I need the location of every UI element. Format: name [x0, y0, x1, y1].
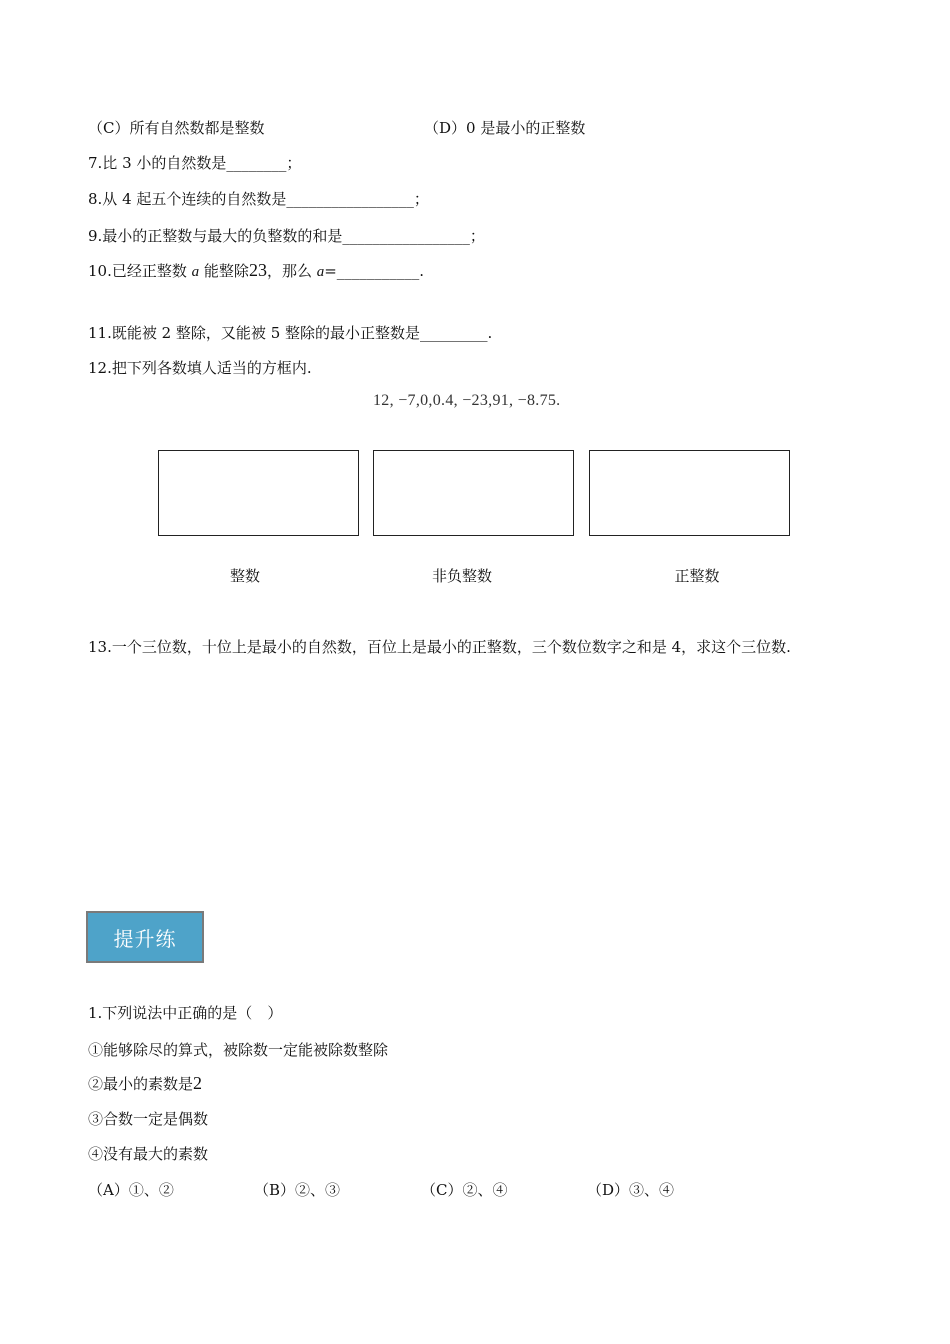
- option-c: （C）②、④: [421, 1181, 508, 1199]
- section-banner: 提升练: [86, 911, 204, 963]
- question-13: 13.一个三位数，十位上是最小的自然数，百位上是最小的正整数，三个数位数字之和是 4，求这个三位数.: [88, 638, 791, 656]
- question-7: 7.比 3 小的自然数是________；: [88, 154, 302, 172]
- practice-1-stem: 1.下列说法中正确的是（ ）: [88, 1004, 283, 1022]
- q12-number-list: 12, −7,0,0.4, −23,91, −8.75.: [373, 392, 561, 409]
- question-12-stem: 12.把下列各数填人适当的方框内.: [88, 359, 312, 377]
- q10-var-a2: a: [316, 264, 325, 280]
- question-11: 11.既能被 2 整除，又能被 5 整除的最小正整数是_________.: [88, 324, 493, 342]
- q10-prefix: 10.已经正整数: [88, 262, 187, 280]
- statement-2-number: 2: [193, 1073, 203, 1093]
- option-d: （D）③、④: [587, 1181, 675, 1199]
- answer-box-nonnegative-integers[interactable]: [373, 450, 574, 536]
- answer-box-positive-integers[interactable]: [589, 450, 790, 536]
- question-8: 8.从 4 起五个连续的自然数是_________________；: [88, 190, 429, 208]
- option-b: （B）②、③: [254, 1181, 341, 1199]
- question-9: 9.最小的正整数与最大的负整数的和是_________________；: [88, 227, 485, 245]
- q10-suffix1: ，那么: [266, 262, 312, 280]
- box-label-nonnegative-integers: 非负整数: [431, 567, 492, 585]
- box-label-positive-integers: 正整数: [674, 567, 720, 585]
- q10-var-a: a: [191, 264, 200, 280]
- statement-1: ①能够除尽的算式，被除数一定能被除数整除: [88, 1041, 389, 1059]
- answer-box-integers[interactable]: [158, 450, 359, 536]
- q6-option-d: （D）0 是最小的正整数: [424, 119, 586, 137]
- q10-number: 23: [248, 260, 267, 280]
- box-label-integers: 整数: [229, 567, 260, 585]
- statement-4: ④没有最大的素数: [88, 1145, 209, 1163]
- question-10: [88, 260, 424, 281]
- statement-2-text: ②最小的素数是: [88, 1075, 194, 1093]
- statement-3: ③合数一定是偶数: [88, 1110, 209, 1128]
- q6-option-c: （C）所有自然数都是整数: [88, 119, 265, 137]
- option-a: （A）①、②: [88, 1181, 174, 1199]
- statement-2: [88, 1073, 202, 1094]
- q10-suffix2: =___________.: [324, 262, 425, 280]
- q10-mid: 能整除: [203, 262, 249, 280]
